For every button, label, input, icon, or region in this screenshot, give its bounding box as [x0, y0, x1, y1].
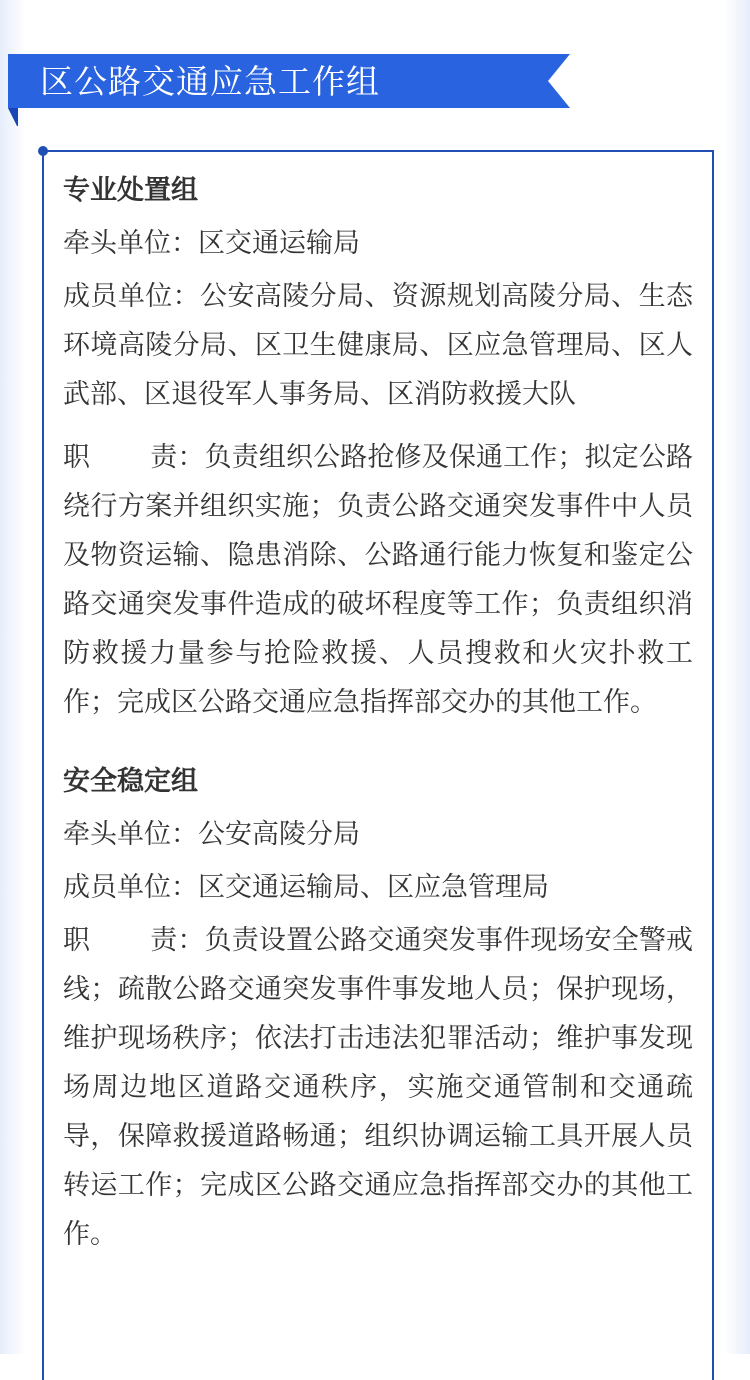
member-units-label: 成员单位： — [63, 872, 198, 903]
member-units-label: 成员单位： — [63, 281, 201, 312]
lead-unit-row — [63, 219, 693, 268]
card-corner-dot — [38, 146, 48, 156]
duty-label-start: 职 — [63, 442, 91, 473]
group-professional — [63, 166, 693, 727]
lead-unit-label: 牵头单位： — [63, 228, 198, 259]
section-title: 区公路交通应急工作组 — [40, 62, 380, 101]
member-units-row — [63, 863, 693, 912]
lead-unit-value: 公安高陵分局 — [198, 819, 360, 850]
section-title-banner — [0, 54, 570, 126]
duty-value: 负责设置公路交通突发事件现场安全警戒线；疏散公路交通突发事件事发地人员；保护现场，维护现场秩序；依法打击违法犯罪活动；维护事发现场周边地区道路交通秩序，实施交通管制和交通疏导，保障救援道路畅通；组织协调运输工具开展人员转运工作；完成区公路交通应急指挥部交办的其他工作。 — [63, 925, 694, 1250]
lead-unit-value: 区交通运输局 — [198, 228, 360, 259]
group-heading: 专业处置组 — [63, 175, 198, 206]
lead-unit-row — [63, 810, 693, 859]
duty-label-end: 责： — [150, 925, 205, 956]
duty-row — [63, 916, 693, 1259]
member-units-row — [63, 272, 693, 419]
duty-row — [63, 433, 693, 727]
duty-label-start: 职 — [63, 925, 91, 956]
duty-label-end: 责： — [150, 442, 205, 473]
card-content — [63, 166, 693, 1259]
group-security — [63, 757, 693, 1259]
member-units-value: 区交通运输局、区应急管理局 — [198, 872, 549, 903]
duty-value: 负责组织公路抢修及保通工作；拟定公路绕行方案并组织实施；负责公路交通突发事件中人员及物资运输、隐患消除、公路通行能力恢复和鉴定公路交通突发事件造成的破坏程度等工作；负责组织消防救援力量参与抢险救援、人员搜救和火灾扑救工作；完成区公路交通应急指挥部交办的其他工作。 — [63, 442, 694, 718]
lead-unit-label: 牵头单位： — [63, 819, 198, 850]
member-units-value: 公安高陵分局、资源规划高陵分局、生态环境高陵分局、区卫生健康局、区应急管理局、区人武部、区退役军人事务局、区消防救援大队 — [63, 281, 694, 410]
group-heading: 安全稳定组 — [63, 766, 198, 797]
